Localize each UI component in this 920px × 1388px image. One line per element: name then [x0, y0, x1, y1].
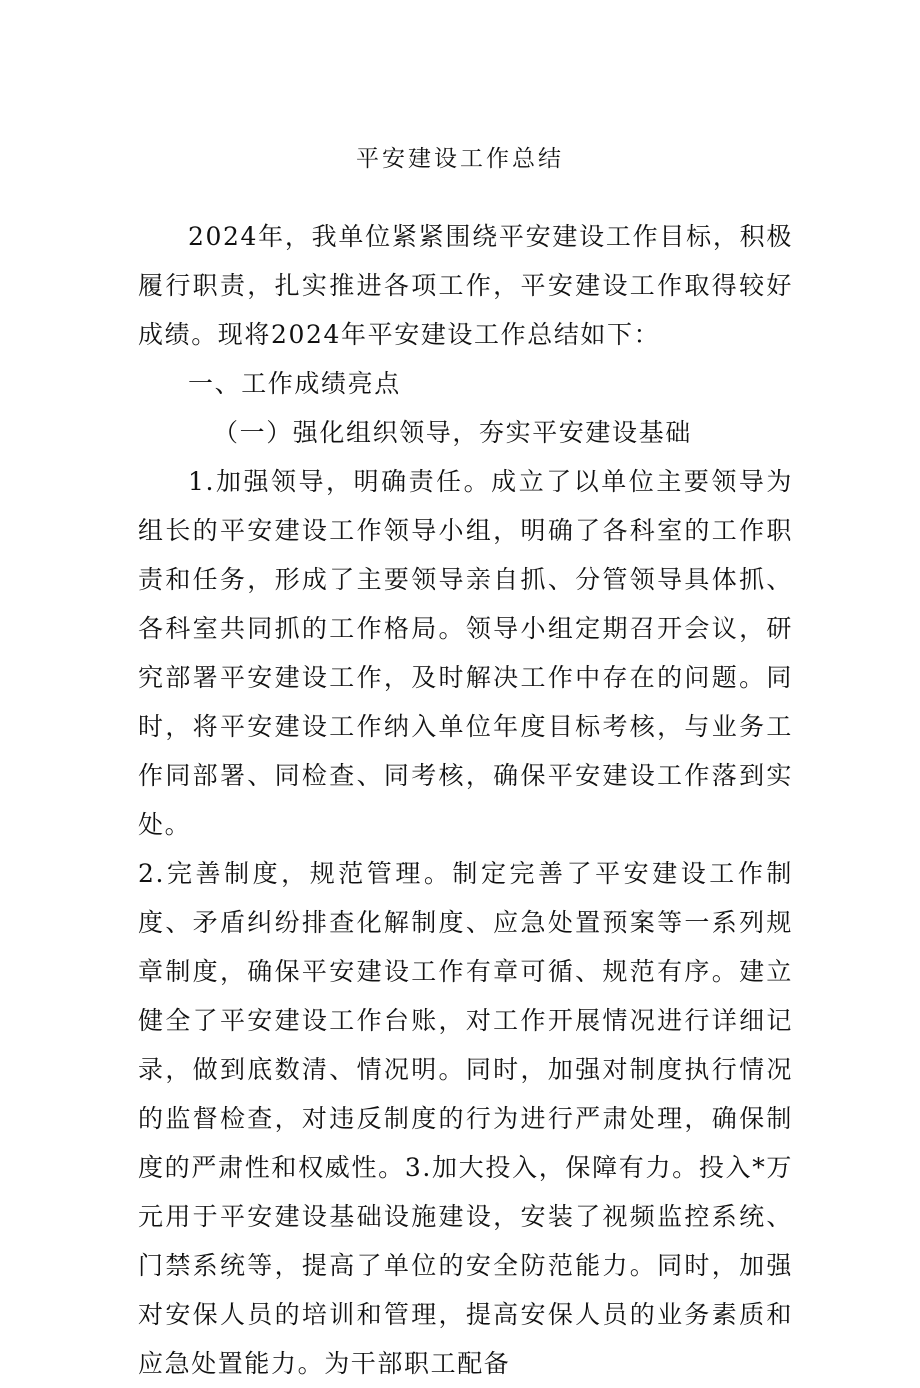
section-heading: 一、工作成绩亮点: [188, 369, 401, 398]
body-paragraph-system: 2.完善制度，规范管理。制定完善了平安建设工作制度、矛盾纠纷排查化解制度、应急处置预案等一系列规章制度，确保平安建设工作有章可循、规范有序。建立健全了平安建设工作台账，对工作开展情况进行详细记录，做到底数清、情况明。同时，加强对制度执行情况的监督检查，对违反制度的行为进行严肃处理，确保制度的严肃性和权威性。3.加大投入，保障有力。投入*万元用于平安建设基础设施建设，安装了视频监控系统、门禁系统等，提高了单位的安全防范能力。同时，加强对安保人员的培训和管理，提高安保人员的业务素质和应急处置能力。为干部职工配备: [138, 859, 793, 1378]
subsection-heading: （一）强化组织领导，夯实平安建设基础: [213, 418, 692, 447]
document-title: 平安建设工作总结: [356, 146, 564, 172]
document-body: [138, 212, 793, 1388]
intro-paragraph: 2024年，我单位紧紧围绕平安建设工作目标，积极履行职责，扎实推进各项工作，平安建设工作取得较好成绩。现将2024年平安建设工作总结如下：: [138, 222, 793, 349]
body-paragraph-leadership: 1.加强领导，明确责任。成立了以单位主要领导为组长的平安建设工作领导小组，明确了各科室的工作职责和任务，形成了主要领导亲自抓、分管领导具体抓、各科室共同抓的工作格局。领导小组定期召开会议，研究部署平安建设工作，及时解决工作中存在的问题。同时，将平安建设工作纳入单位年度目标考核，与业务工作同部署、同检查、同考核，确保平安建设工作落到实处。: [138, 467, 793, 839]
